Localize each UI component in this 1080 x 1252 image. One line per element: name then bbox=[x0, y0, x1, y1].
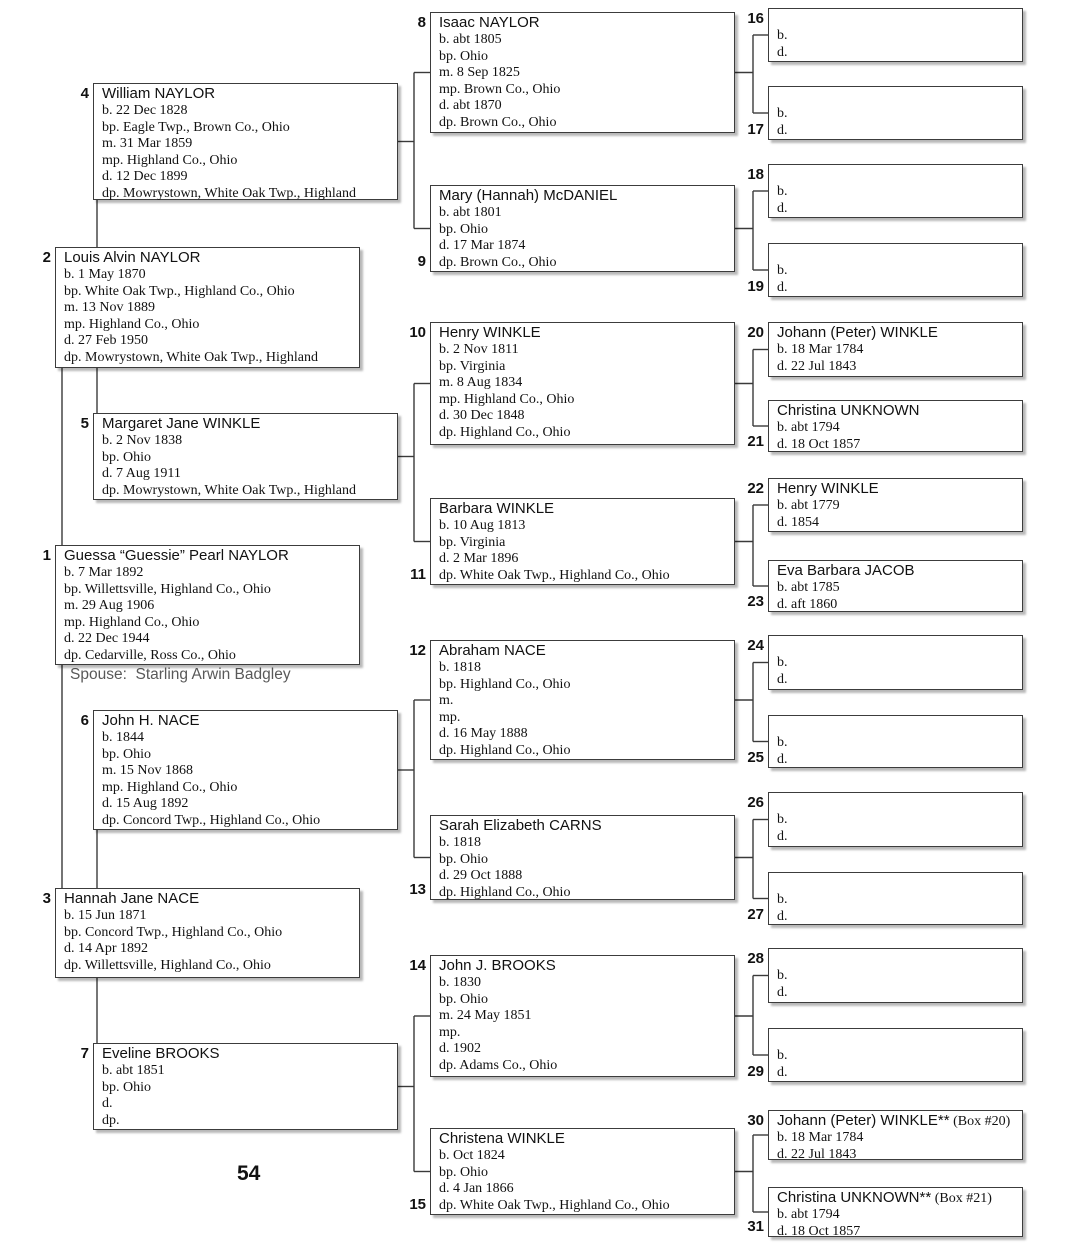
person-name-text: Guessa “Guessie” Pearl NAYLOR bbox=[64, 547, 289, 564]
person-detail-line: d. 27 Feb 1950 bbox=[64, 333, 148, 348]
person-detail-line: bp. Ohio bbox=[439, 991, 488, 1007]
person-detail-line: dp. Mowrystown, White Oak Twp., Highland bbox=[64, 349, 318, 365]
person-detail-line: mp. Highland Co., Ohio bbox=[102, 779, 238, 795]
person-detail-line: d. bbox=[777, 908, 788, 924]
person-detail-line: dp. Willettsville, Highland Co., Ohio bbox=[64, 957, 271, 973]
box-number: 4 bbox=[80, 85, 89, 102]
person-detail-line: mp. bbox=[439, 1024, 461, 1040]
person-detail-line: bp. Concord Twp., Highland Co., Ohio bbox=[64, 924, 283, 940]
pedigree-box-9 bbox=[417, 185, 735, 272]
person-detail-line: bp. Eagle Twp., Brown Co., Ohio bbox=[102, 119, 290, 135]
pedigree-box-8 bbox=[417, 12, 735, 133]
box-number: 13 bbox=[409, 881, 426, 898]
pedigree-box-3 bbox=[42, 888, 360, 978]
box-number: 21 bbox=[747, 433, 764, 450]
person-name bbox=[439, 324, 730, 342]
person-name-suffix: (Box #21) bbox=[931, 1191, 992, 1206]
person-name-suffix: (Box #20) bbox=[949, 1114, 1011, 1129]
person-name-text: John J. BROOKS bbox=[439, 957, 556, 974]
pedigree-box-28 bbox=[747, 948, 1023, 1003]
person-detail-line: m. 8 Sep 1825 bbox=[439, 65, 520, 80]
person-name bbox=[777, 166, 1018, 184]
person-detail-line: dp. Brown Co., Ohio bbox=[439, 114, 557, 130]
person-detail-line: b. 2 Nov 1838 bbox=[102, 433, 183, 448]
person-detail-line: d. 1854 bbox=[777, 514, 819, 530]
person-name-text: Christena WINKLE bbox=[439, 1130, 565, 1147]
person-detail-line: dp. Brown Co., Ohio bbox=[439, 254, 557, 270]
person-name bbox=[439, 817, 730, 835]
person-detail-line: d. 29 Oct 1888 bbox=[439, 868, 523, 883]
person-detail-line: d. bbox=[777, 751, 788, 767]
person-detail-line: b. abt 1785 bbox=[777, 580, 840, 595]
box-number: 28 bbox=[747, 950, 764, 967]
person-detail-line: bp. Ohio bbox=[439, 48, 488, 64]
pedigree-box-5 bbox=[80, 413, 398, 500]
person-detail-line: b. abt 1851 bbox=[102, 1063, 165, 1078]
box-number: 7 bbox=[80, 1045, 89, 1062]
person-detail-line: b. 1818 bbox=[439, 660, 481, 675]
box-number: 2 bbox=[42, 249, 51, 266]
person-detail-line: d. 15 Aug 1892 bbox=[102, 796, 189, 811]
box-number: 11 bbox=[410, 566, 426, 583]
box-number: 24 bbox=[747, 637, 764, 654]
person-detail-line: m. bbox=[439, 693, 454, 708]
pedigree-box-1 bbox=[42, 545, 360, 665]
person-name-text: Eva Barbara JACOB bbox=[777, 562, 915, 579]
person-detail-line: b. bbox=[777, 812, 788, 827]
person-detail-line: b. 10 Aug 1813 bbox=[439, 518, 526, 533]
person-detail-line: m. 24 May 1851 bbox=[439, 1008, 532, 1023]
person-detail-line: m. 15 Nov 1868 bbox=[102, 763, 193, 778]
person-detail-line: bp. Highland Co., Ohio bbox=[439, 676, 571, 692]
person-detail-line: b. 1830 bbox=[439, 975, 481, 990]
box-number: 25 bbox=[747, 749, 764, 766]
box-number: 27 bbox=[747, 906, 764, 923]
person-detail-line: m. 29 Aug 1906 bbox=[64, 598, 155, 613]
person-detail-line: b. 15 Jun 1871 bbox=[64, 908, 147, 923]
person-detail-line: d. bbox=[777, 671, 788, 687]
person-name bbox=[777, 402, 1018, 420]
person-detail-line: d. bbox=[777, 122, 788, 138]
person-detail-line: dp. Adams Co., Ohio bbox=[439, 1057, 558, 1073]
person-name bbox=[64, 547, 355, 565]
person-detail-line: dp. Highland Co., Ohio bbox=[439, 742, 571, 758]
pedigree-box-15 bbox=[409, 1128, 735, 1215]
person-detail-line: d. 4 Jan 1866 bbox=[439, 1181, 514, 1196]
person-detail-line: mp. Brown Co., Ohio bbox=[439, 81, 561, 97]
person-detail-line: d. bbox=[777, 279, 788, 295]
person-name bbox=[777, 1189, 1018, 1207]
page-number: 54 bbox=[237, 1162, 261, 1185]
box-number: 31 bbox=[747, 1218, 764, 1235]
pedigree-box-10 bbox=[409, 322, 735, 445]
pedigree-box-25 bbox=[747, 715, 1023, 768]
person-detail-line: bp. Ohio bbox=[439, 1164, 488, 1180]
person-detail-line: d. 14 Apr 1892 bbox=[64, 941, 148, 956]
person-name-text: Christina UNKNOWN bbox=[777, 402, 920, 419]
box-number: 3 bbox=[42, 890, 51, 907]
person-name-text: Henry WINKLE bbox=[439, 324, 541, 341]
pedigree-box-23 bbox=[747, 560, 1023, 612]
person-detail-line: b. abt 1801 bbox=[439, 205, 502, 220]
box-number: 12 bbox=[409, 642, 426, 659]
pedigree-box-6 bbox=[80, 710, 398, 830]
pedigree-box-27 bbox=[747, 872, 1023, 925]
person-name bbox=[777, 245, 1018, 263]
person-detail-line: m. 13 Nov 1889 bbox=[64, 300, 155, 315]
person-name bbox=[777, 88, 1018, 106]
person-name bbox=[777, 324, 1018, 342]
person-detail-line: d. abt 1870 bbox=[439, 98, 502, 113]
person-detail-line: d. 18 Oct 1857 bbox=[777, 436, 861, 452]
person-detail-line: b. bbox=[777, 106, 788, 121]
person-name bbox=[777, 874, 1018, 892]
person-name bbox=[64, 890, 355, 908]
person-detail-line: mp. Highland Co., Ohio bbox=[64, 614, 200, 630]
pedigree-box-13 bbox=[409, 815, 735, 900]
pedigree-box-30 bbox=[747, 1110, 1023, 1162]
person-detail-line: d. 12 Dec 1899 bbox=[102, 169, 188, 184]
pedigree-box-26 bbox=[747, 792, 1023, 847]
person-detail-line: b. 22 Dec 1828 bbox=[102, 103, 188, 118]
person-detail-line: m. 31 Mar 1859 bbox=[102, 136, 193, 151]
person-detail-line: d. bbox=[777, 828, 788, 844]
person-name bbox=[777, 717, 1018, 735]
person-detail-line: b. 1844 bbox=[102, 730, 144, 745]
person-detail-line: dp. Highland Co., Ohio bbox=[439, 884, 571, 900]
person-name-text: Johann (Peter) WINKLE bbox=[777, 324, 938, 341]
person-name bbox=[777, 637, 1018, 655]
box-number: 9 bbox=[417, 253, 426, 270]
person-name bbox=[777, 1030, 1018, 1048]
person-detail-line: b. Oct 1824 bbox=[439, 1148, 505, 1163]
person-detail-line: d. bbox=[777, 984, 788, 1000]
person-name bbox=[777, 950, 1018, 968]
person-detail-line: m. 8 Aug 1834 bbox=[439, 375, 523, 390]
person-detail-line: d. bbox=[777, 200, 788, 216]
person-detail-line: b. 1 May 1870 bbox=[64, 267, 146, 282]
person-name-text: Margaret Jane WINKLE bbox=[102, 415, 261, 432]
box-number: 18 bbox=[747, 166, 764, 183]
person-detail-line: mp. bbox=[439, 709, 461, 725]
pedigree-box-12 bbox=[409, 640, 735, 760]
person-detail-line: d. bbox=[777, 1064, 788, 1080]
person-detail-line: dp. bbox=[102, 1112, 120, 1128]
person-name bbox=[777, 794, 1018, 812]
person-detail-line: b. 18 Mar 1784 bbox=[777, 1130, 864, 1145]
pedigree-box-21 bbox=[747, 400, 1023, 452]
person-detail-line: d. 17 Mar 1874 bbox=[439, 238, 526, 253]
person-name bbox=[102, 85, 393, 103]
person-detail-line: bp. Ohio bbox=[102, 1079, 151, 1095]
person-detail-line: bp. White Oak Twp., Highland Co., Ohio bbox=[64, 283, 295, 299]
person-detail-line: b. bbox=[777, 1048, 788, 1063]
person-name-text: Louis Alvin NAYLOR bbox=[64, 249, 201, 266]
pedigree-box-18 bbox=[747, 164, 1023, 218]
person-detail-line: d. 16 May 1888 bbox=[439, 726, 528, 741]
person-name-text: Isaac NAYLOR bbox=[439, 14, 540, 31]
person-detail-line: mp. Highland Co., Ohio bbox=[439, 391, 575, 407]
person-detail-line: b. bbox=[777, 892, 788, 907]
person-detail-line: d. bbox=[777, 44, 788, 60]
box-number: 14 bbox=[409, 957, 426, 974]
person-detail-line: d. bbox=[102, 1096, 113, 1111]
person-name bbox=[102, 415, 393, 433]
spouse-note: Spouse: Starling Arwin Badgley bbox=[70, 666, 291, 683]
pedigree-box-16 bbox=[747, 8, 1023, 62]
box-number: 26 bbox=[747, 794, 764, 811]
person-detail-line: d. 2 Mar 1896 bbox=[439, 551, 519, 566]
person-detail-line: b. 2 Nov 1811 bbox=[439, 342, 519, 357]
person-detail-line: b. 7 Mar 1892 bbox=[64, 565, 144, 580]
person-detail-line: b. bbox=[777, 968, 788, 983]
pedigree-box-4 bbox=[80, 83, 398, 201]
box-number: 10 bbox=[409, 324, 426, 341]
person-detail-line: b. bbox=[777, 263, 788, 278]
person-name bbox=[439, 14, 730, 32]
pedigree-box-7 bbox=[80, 1043, 398, 1130]
person-name bbox=[439, 957, 730, 975]
person-detail-line: bp. Virginia bbox=[439, 358, 506, 374]
person-detail-line: d. 30 Dec 1848 bbox=[439, 408, 525, 423]
person-detail-line: d. 18 Oct 1857 bbox=[777, 1223, 861, 1239]
person-name bbox=[439, 642, 730, 660]
person-name-text: Mary (Hannah) McDANIEL bbox=[439, 187, 618, 204]
box-number: 8 bbox=[417, 14, 426, 31]
person-detail-line: d. 7 Aug 1911 bbox=[102, 466, 181, 481]
person-detail-line: b. 1818 bbox=[439, 835, 481, 850]
person-name bbox=[777, 480, 1018, 498]
person-detail-line: b. 18 Mar 1784 bbox=[777, 342, 864, 357]
person-name-text: Johann (Peter) WINKLE** bbox=[777, 1112, 950, 1129]
person-detail-line: bp. Virginia bbox=[439, 534, 506, 550]
person-name bbox=[64, 249, 355, 267]
pedigree-box-14 bbox=[409, 955, 735, 1077]
person-name bbox=[102, 1045, 393, 1063]
pedigree-box-20 bbox=[747, 322, 1023, 377]
person-name-text: Eveline BROOKS bbox=[102, 1045, 220, 1062]
person-detail-line: d. 1902 bbox=[439, 1041, 481, 1056]
person-detail-line: bp. Willettsville, Highland Co., Ohio bbox=[64, 581, 271, 597]
person-detail-line: bp. Ohio bbox=[102, 746, 151, 762]
person-name bbox=[102, 712, 393, 730]
person-name-text: Sarah Elizabeth CARNS bbox=[439, 817, 602, 834]
person-detail-line: bp. Ohio bbox=[102, 449, 151, 465]
person-name bbox=[439, 1130, 730, 1148]
person-name-text: Abraham NACE bbox=[439, 642, 546, 659]
person-detail-line: d. 22 Jul 1843 bbox=[777, 1146, 857, 1162]
person-detail-line: b. abt 1794 bbox=[777, 420, 840, 435]
box-number: 16 bbox=[747, 10, 764, 27]
pedigree-box-24 bbox=[747, 635, 1023, 690]
box-number: 30 bbox=[747, 1112, 764, 1129]
person-name bbox=[777, 562, 1018, 580]
pedigree-box-11 bbox=[410, 498, 735, 585]
person-detail-line: mp. Highland Co., Ohio bbox=[102, 152, 238, 168]
person-detail-line: dp. White Oak Twp., Highland Co., Ohio bbox=[439, 567, 670, 583]
box-number: 20 bbox=[747, 324, 764, 341]
person-detail-line: d. aft 1860 bbox=[777, 596, 838, 612]
person-name-text: Hannah Jane NACE bbox=[64, 890, 200, 907]
box-number: 1 bbox=[42, 547, 51, 564]
person-detail-line: d. 22 Dec 1944 bbox=[64, 631, 150, 646]
person-detail-line: b. bbox=[777, 28, 788, 43]
box-number: 5 bbox=[80, 415, 89, 432]
person-name-text: Christina UNKNOWN** bbox=[777, 1189, 932, 1206]
person-detail-line: bp. Ohio bbox=[439, 221, 488, 237]
person-name bbox=[777, 10, 1018, 28]
person-detail-line: bp. Ohio bbox=[439, 851, 488, 867]
person-detail-line: b. bbox=[777, 184, 788, 199]
person-detail-line: dp. Concord Twp., Highland Co., Ohio bbox=[102, 812, 321, 828]
box-number: 29 bbox=[747, 1063, 764, 1080]
box-number: 6 bbox=[80, 712, 89, 729]
person-detail-line: d. 22 Jul 1843 bbox=[777, 358, 857, 374]
person-name bbox=[439, 500, 730, 518]
person-detail-line: dp. Highland Co., Ohio bbox=[439, 424, 571, 440]
person-name bbox=[777, 1112, 1018, 1130]
person-detail-line: b. abt 1805 bbox=[439, 32, 502, 47]
person-detail-line: b. bbox=[777, 655, 788, 670]
pedigree-box-22 bbox=[747, 478, 1023, 532]
box-number: 15 bbox=[409, 1196, 426, 1213]
person-detail-line: b. abt 1794 bbox=[777, 1207, 840, 1222]
person-detail-line: dp. Cedarville, Ross Co., Ohio bbox=[64, 647, 236, 663]
person-name-text: Barbara WINKLE bbox=[439, 500, 555, 517]
person-detail-line: dp. White Oak Twp., Highland Co., Ohio bbox=[439, 1197, 670, 1213]
person-detail-line: b. abt 1779 bbox=[777, 498, 840, 513]
person-detail-line: dp. Mowrystown, White Oak Twp., Highland bbox=[102, 185, 356, 201]
pedigree-box-31 bbox=[747, 1187, 1023, 1239]
person-detail-line: dp. Mowrystown, White Oak Twp., Highland bbox=[102, 482, 356, 498]
pedigree-box-17 bbox=[747, 86, 1023, 140]
person-name-text: William NAYLOR bbox=[102, 85, 216, 102]
pedigree-box-29 bbox=[747, 1028, 1023, 1082]
person-name-text: Henry WINKLE bbox=[777, 480, 879, 497]
person-name-text: John H. NACE bbox=[102, 712, 200, 729]
box-number: 22 bbox=[747, 480, 764, 497]
box-number: 23 bbox=[747, 593, 764, 610]
person-detail-line: mp. Highland Co., Ohio bbox=[64, 316, 200, 332]
pedigree-box-19 bbox=[747, 243, 1023, 297]
person-name bbox=[439, 187, 730, 205]
box-number: 19 bbox=[747, 278, 764, 295]
person-detail-line: b. bbox=[777, 735, 788, 750]
pedigree-box-2 bbox=[42, 247, 360, 368]
box-number: 17 bbox=[747, 121, 764, 138]
